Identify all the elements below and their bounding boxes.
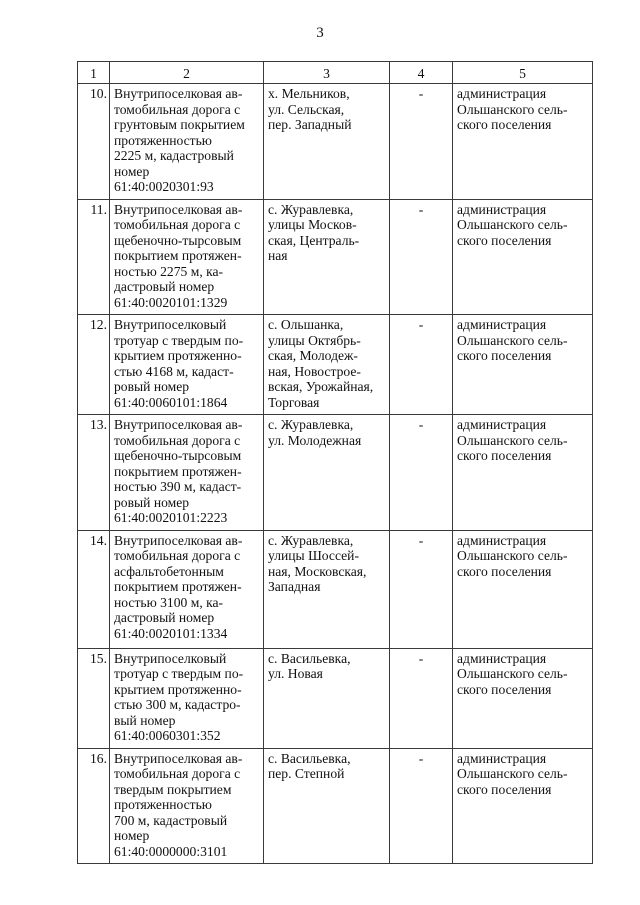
address-cell-text: х. Мельников, ул. Сельская, пер. Западный [268, 86, 352, 132]
address-cell [264, 315, 390, 415]
address-cell [264, 415, 390, 531]
column4-cell [390, 648, 453, 748]
object-name-cell-text: Внутрипоселковый тротуар с твердым по- крытием протяженно- стью 4168 м, кадаст- ровый номер 61:40:0060101:1864 [114, 317, 244, 410]
table-row [78, 748, 593, 864]
row-number-cell-text: 16. [90, 750, 107, 766]
row-number-cell [78, 648, 110, 748]
owner-cell [453, 315, 593, 415]
address-cell-text: с. Журавлевка, улицы Москов- ская, Централь- ная [268, 201, 360, 263]
object-name-cell [110, 84, 264, 200]
owner-cell-text: администрация Ольшанского сель- ского поселения [457, 417, 568, 463]
column4-cell-text: - [418, 650, 424, 666]
row-number-cell-text: 14. [90, 532, 107, 548]
header-cell-3: 3 [264, 62, 390, 84]
header-cell-4: 4 [390, 62, 453, 84]
owner-cell-text: администрация Ольшанского сель- ского поселения [457, 201, 568, 248]
header-cell-2: 2 [110, 62, 264, 84]
owner-cell-text: администрация Ольшанского сель- ского поселения [457, 86, 568, 132]
table-row [78, 648, 593, 748]
objects-table [77, 61, 593, 864]
column4-cell [390, 748, 453, 864]
object-name-cell [110, 748, 264, 864]
column4-cell-text: - [418, 201, 424, 217]
address-cell-text: с. Васильевка, ул. Новая [268, 650, 351, 681]
table-row [78, 315, 593, 415]
row-number-cell-text: 12. [90, 317, 107, 332]
owner-cell [453, 648, 593, 748]
address-cell-text: с. Ольшанка, улицы Октябрь- ская, Молодеж- ная, Новострое- вская, Урожайная, Торговая [268, 317, 374, 410]
address-cell-text: с. Журавлевка, улицы Шоссей- ная, Московская, Западная [268, 532, 367, 594]
object-name-cell-text: Внутрипоселковый тротуар с твердым по- крытием протяженно- стью 300 м, кадастро- вый номер 61:40:0060301:352 [114, 650, 244, 743]
header-cell-5: 5 [453, 62, 593, 84]
owner-cell-text: администрация Ольшанского сель- ского поселения [457, 317, 568, 363]
row-number-cell [78, 199, 110, 315]
object-name-cell [110, 315, 264, 415]
object-name-cell [110, 199, 264, 315]
header-cell-1: 1 [78, 62, 110, 84]
object-name-cell-text: Внутрипоселковая ав- томобильная дорога с твердым покрытием протяженностью 700 м, кадастровый номер 61:40:0000000:3101 [114, 750, 243, 859]
address-cell [264, 199, 390, 315]
object-name-cell [110, 648, 264, 748]
owner-cell [453, 530, 593, 648]
column4-cell [390, 315, 453, 415]
owner-cell [453, 199, 593, 315]
table-row [78, 84, 593, 200]
owner-cell-text: администрация Ольшанского сель- ского поселения [457, 650, 568, 697]
table-row [78, 415, 593, 531]
column4-cell [390, 415, 453, 531]
object-name-cell [110, 415, 264, 531]
table-row [78, 199, 593, 315]
row-number-cell [78, 748, 110, 864]
column4-cell-text: - [418, 750, 424, 766]
object-name-cell-text: Внутрипоселковая ав- томобильная дорога с грунтовым покрытием протяженностью 2225 м, кадастровый номер 61:40:0020301:93 [114, 86, 245, 194]
row-number-cell-text: 11. [90, 201, 107, 217]
column4-cell-text: - [418, 532, 424, 548]
address-cell-text: с. Журавлевка, ул. Молодежная [268, 417, 362, 448]
row-number-cell-text: 10. [90, 86, 107, 101]
page-number: 3 [316, 25, 324, 41]
row-number-cell [78, 84, 110, 200]
column4-cell [390, 530, 453, 648]
owner-cell [453, 748, 593, 864]
address-cell [264, 748, 390, 864]
object-name-cell [110, 530, 264, 648]
owner-cell [453, 84, 593, 200]
owner-cell-text: администрация Ольшанского сель- ского поселения [457, 532, 568, 579]
row-number-cell [78, 315, 110, 415]
column4-cell-text: - [418, 417, 424, 432]
row-number-cell [78, 415, 110, 531]
column4-cell-text: - [418, 317, 424, 332]
column4-cell [390, 84, 453, 200]
object-name-cell-text: Внутрипоселковая ав- томобильная дорога с щебеночно-тырсовым покрытием протяжен- ностью 2275 м, ка- дастровый номер 61:40:0020101:1329 [114, 201, 243, 310]
address-cell-text: с. Васильевка, пер. Степной [268, 750, 351, 781]
column4-cell [390, 199, 453, 315]
address-cell [264, 530, 390, 648]
address-cell [264, 648, 390, 748]
object-name-cell-text: Внутрипоселковая ав- томобильная дорога с асфальтобетонным покрытием протяжен- ностью 3100 м, ка- дастровый номер 61:40:0020101:1334 [114, 532, 243, 641]
address-cell [264, 84, 390, 200]
table-header-row [78, 62, 593, 84]
row-number-cell [78, 530, 110, 648]
owner-cell [453, 415, 593, 531]
column4-cell-text: - [418, 86, 424, 101]
owner-cell-text: администрация Ольшанского сель- ского поселения [457, 750, 568, 797]
table-row [78, 530, 593, 648]
row-number-cell-text: 13. [90, 417, 107, 432]
object-name-cell-text: Внутрипоселковая ав- томобильная дорога с щебеночно-тырсовым покрытием протяжен- ностью 390 м, кадаст- ровый номер 61:40:0020101:2223 [114, 417, 243, 525]
row-number-cell-text: 15. [90, 650, 107, 666]
